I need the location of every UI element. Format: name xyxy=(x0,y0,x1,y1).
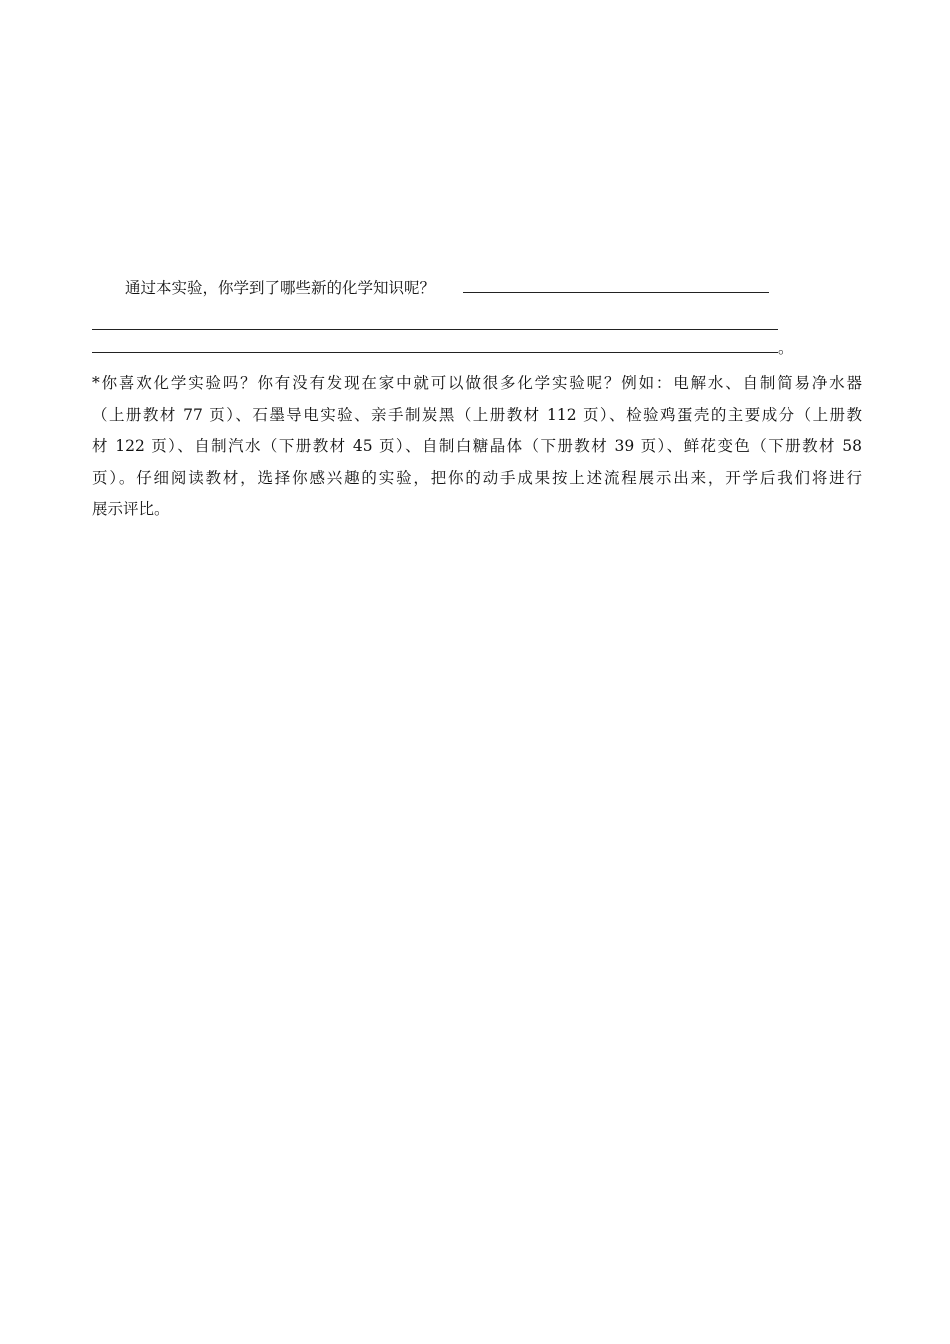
answer-period: 。 xyxy=(778,339,794,357)
paragraph-line-4: 页）。仔细阅读教材，选择你感兴趣的实验，把你的动手成果按上述流程展示出来，开学后我们将进行 xyxy=(92,468,862,487)
question-text: 通过本实验，你学到了哪些新的化学知识呢？ xyxy=(125,279,436,297)
answer-blank-2[interactable] xyxy=(92,329,778,330)
paragraph-line-3: 材 122 页）、自制汽水（下册教材 45 页）、自制白糖晶体（下册教材 39 页）、鲜花变色（下册教材 58 xyxy=(92,437,862,455)
paragraph-line-2: （上册教材 77 页）、石墨导电实验、亲手制炭黑（上册教材 112 页）、检验鸡蛋壳的主要成分（上册教 xyxy=(92,405,862,424)
paragraph-line-5: 展示评比。 xyxy=(92,500,170,518)
paragraph-line-1: *你喜欢化学实验吗？你有没有发现在家中就可以做很多化学实验呢？例如：电解水、自制简易净水器 xyxy=(92,374,862,392)
answer-blank-3[interactable] xyxy=(92,352,778,353)
question-prompt xyxy=(125,276,435,300)
activity-paragraph xyxy=(92,368,862,526)
answer-blank-1[interactable] xyxy=(463,292,769,293)
